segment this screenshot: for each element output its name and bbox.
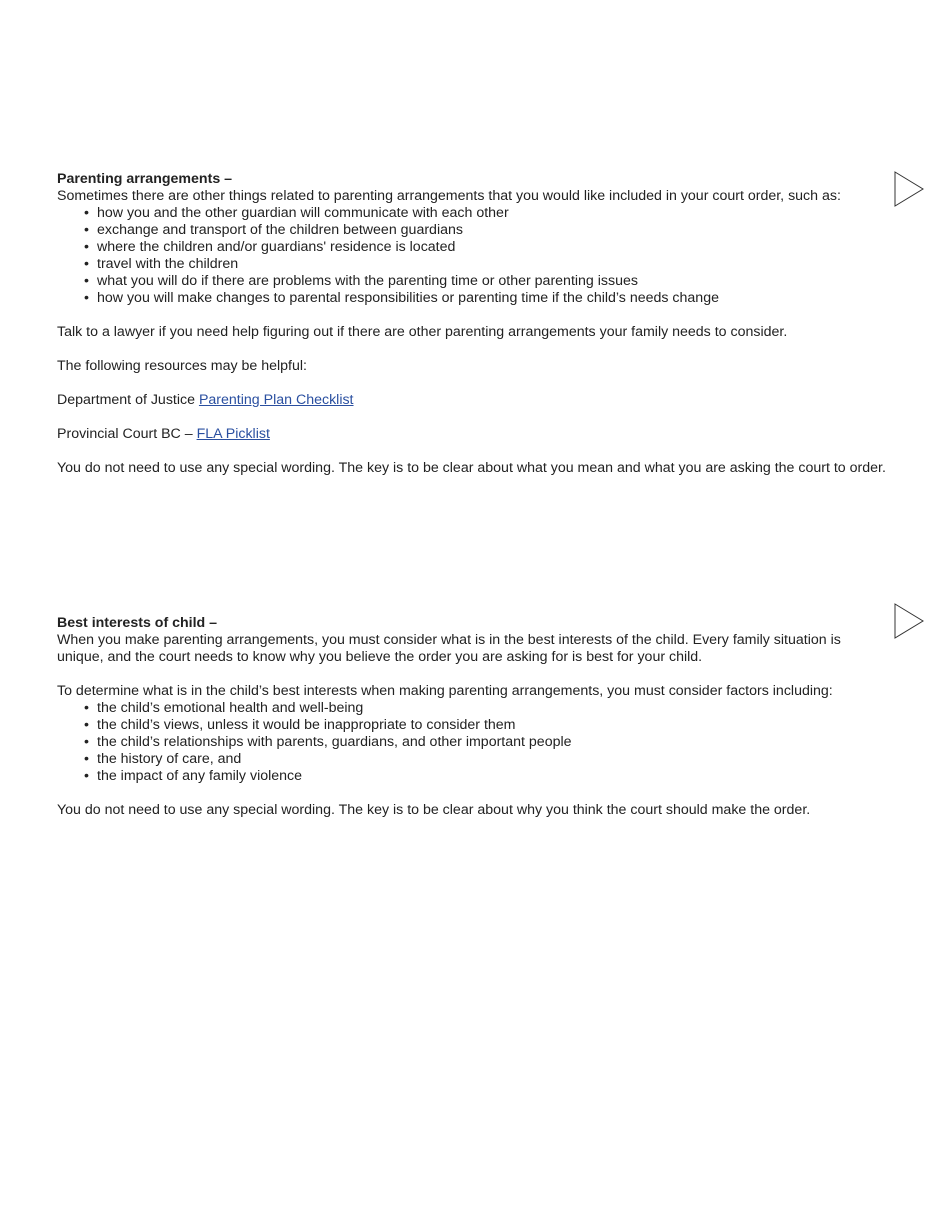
expand-arrow-icon[interactable] — [893, 171, 925, 207]
resource-pcbc-prefix: Provincial Court BC – — [57, 426, 197, 442]
parenting-list — [57, 205, 887, 307]
list-item: • how you and the other guardian will communicate with each other — [57, 205, 887, 222]
list-item: • travel with the children — [57, 256, 887, 273]
factors-list — [57, 700, 887, 785]
parenting-intro: Sometimes there are other things related to parenting arrangements that you would like included in your court order, such as: — [57, 188, 841, 204]
triangle-right-icon — [893, 603, 925, 639]
list-item: • the child’s emotional health and well-being — [57, 700, 887, 717]
parenting-arrangements-section — [57, 171, 887, 477]
parenting-heading: Parenting arrangements – — [57, 171, 233, 187]
triangle-right-icon — [893, 171, 925, 207]
list-item: • the child’s views, unless it would be inappropriate to consider them — [57, 717, 887, 734]
best-interests-closing: You do not need to use any special wording. The key is to be clear about why you think the court should make the order. — [57, 802, 811, 818]
best-interests-section — [57, 615, 887, 819]
list-item: • the impact of any family violence — [57, 768, 887, 785]
list-item: • how you will make changes to parental responsibilities or parenting time if the child’s needs change — [57, 290, 887, 307]
parenting-plan-checklist-link[interactable]: Parenting Plan Checklist — [198, 392, 354, 408]
resource-doj — [57, 392, 887, 409]
list-item: • the history of care, and — [57, 751, 887, 768]
fla-picklist-link[interactable]: FLA Picklist — [196, 426, 270, 442]
parenting-closing: You do not need to use any special wording. The key is to be clear about what you mean and what you are asking the court to order. — [57, 460, 886, 476]
expand-arrow-icon[interactable] — [893, 603, 925, 639]
resource-doj-prefix: Department of Justice — [57, 392, 199, 408]
factors-intro: To determine what is in the child’s best interests when making parenting arrangements, you must consider factors including: — [57, 683, 833, 699]
list-item: • where the children and/or guardians' residence is located — [57, 239, 887, 256]
best-interests-intro: When you make parenting arrangements, you must consider what is in the best interests of the child. Every family situation is unique, and the court needs to know why you believe the order you are asking for is best for your child. — [57, 632, 841, 665]
list-item: • the child’s relationships with parents, guardians, and other important people — [57, 734, 887, 751]
resource-provincial-court — [57, 426, 887, 443]
list-item: • exchange and transport of the children between guardians — [57, 222, 887, 239]
list-item: • what you will do if there are problems with the parenting time or other parenting issues — [57, 273, 887, 290]
resources-intro: The following resources may be helpful: — [57, 358, 307, 374]
lawyer-paragraph: Talk to a lawyer if you need help figuring out if there are other parenting arrangements your family needs to consider. — [57, 324, 788, 340]
best-interests-heading: Best interests of child – — [57, 615, 218, 631]
